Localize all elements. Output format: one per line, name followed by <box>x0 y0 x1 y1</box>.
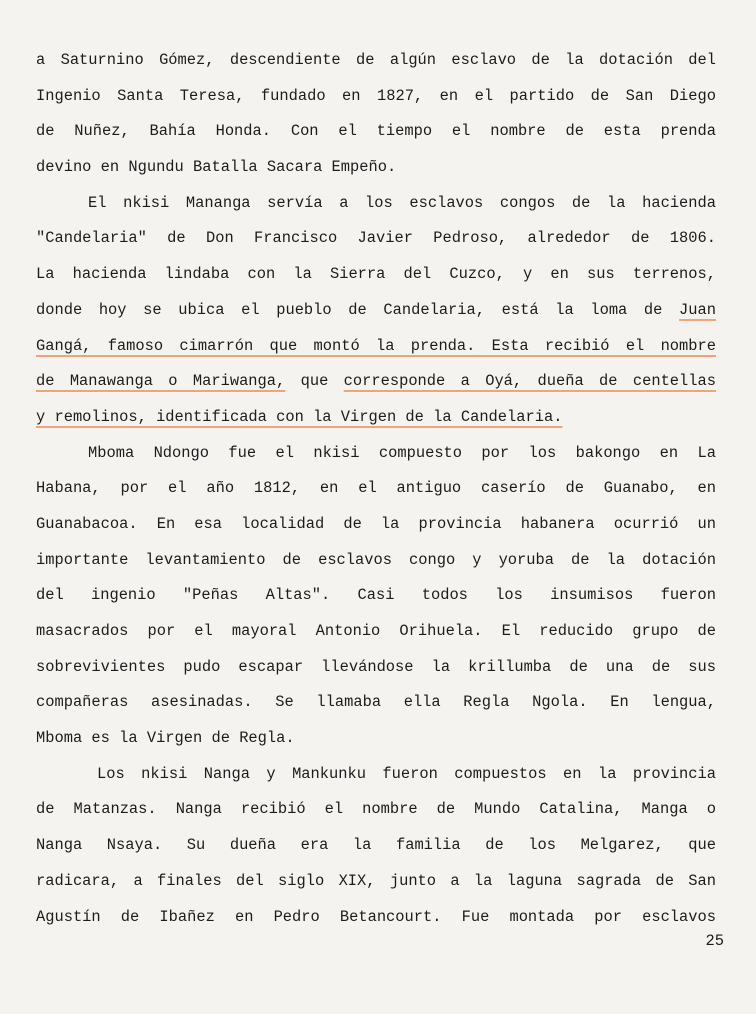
text-line <box>36 81 716 117</box>
text-span: a Saturnino Gómez, descendiente de algún esclavo de la dotación del <box>36 51 716 69</box>
text-span: "Candelaria" de Don Francisco Javier Pedroso, alrededor de 1806. <box>36 229 716 248</box>
highlighted-text: Esta recibió el nombre <box>475 336 716 355</box>
paragraph-1 <box>36 45 716 188</box>
text-span: de Nuñez, Bahía Honda. Con el tiempo el nombre de esta prenda <box>36 122 716 141</box>
text-span: devino en Ngundu Batalla Sacara Empeño. <box>36 158 397 177</box>
text-span: Guanabacoa. En esa localidad de la provincia habanera ocurrió un <box>36 514 716 533</box>
highlighted-text: Gangá, famoso cimarrón que montó la prenda. <box>36 336 476 355</box>
text-line <box>36 545 716 581</box>
highlighted-text: de Manawanga o Mariwanga, <box>36 372 286 391</box>
text-line <box>36 866 716 902</box>
text-line <box>36 116 716 152</box>
text-line <box>36 295 716 331</box>
text-span: Ingenio Santa Teresa, fundado en 1827, en el partido de San Diego <box>36 86 716 105</box>
text-line <box>36 580 716 616</box>
text-span: importante levantamiento de esclavos congo y yoruba de la dotación <box>36 550 716 569</box>
paragraph-4 <box>36 759 716 937</box>
text-line <box>36 45 716 81</box>
text-line <box>36 188 716 224</box>
text-line <box>36 902 716 938</box>
text-line <box>36 473 716 509</box>
text-line <box>36 152 716 188</box>
text-span: Mboma Ndongo fue el nkisi compuesto por los bakongo en La <box>88 443 716 462</box>
text-line <box>36 687 716 723</box>
paragraph-2 <box>36 188 716 438</box>
text-span: El nkisi Mananga servía a los esclavos congos de la hacienda <box>88 193 716 212</box>
paragraph-3 <box>36 438 716 759</box>
text-span: Mboma es la Virgen de Regla. <box>36 729 295 748</box>
highlighted-text: corresponde a Oyá, dueña de centellas <box>343 372 716 391</box>
highlighted-text: y remolinos, identificada con la Virgen de la Candelaria. <box>36 407 563 426</box>
text-span: radicara, a finales del siglo XIX, junto a la laguna sagrada de San <box>36 871 716 890</box>
text-line <box>36 331 716 367</box>
text-line <box>36 830 716 866</box>
text-span: que <box>285 372 344 391</box>
text-line <box>36 509 716 545</box>
text-line <box>36 794 716 830</box>
text-span: La hacienda lindaba con la Sierra del Cuzco, y en sus terrenos, <box>36 265 716 284</box>
text-line <box>36 223 716 259</box>
text-span: compañeras asesinadas. Se llamaba ella Regla Ngola. En lengua, <box>36 693 716 712</box>
text-line <box>36 759 716 795</box>
text-line <box>36 616 716 652</box>
page-body <box>36 45 716 937</box>
text-span: Habana, por el año 1812, en el antiguo caserío de Guanabo, en <box>36 479 716 498</box>
text-span: de Matanzas. Nanga recibió el nombre de Mundo Catalina, Manga o <box>36 800 716 819</box>
text-line <box>36 652 716 688</box>
text-span: masacrados por el mayoral Antonio Orihuela. El reducido grupo de <box>36 622 716 640</box>
text-line <box>36 438 716 474</box>
text-span: Nanga Nsaya. Su dueña era la familia de los Melgarez, que <box>36 836 716 855</box>
text-span: Agustín de Ibañez en Pedro Betancourt. Fue montada por esclavos <box>36 907 716 926</box>
text-span: del ingenio "Peñas Altas". Casi todos los insumisos fueron <box>36 586 716 605</box>
text-line <box>36 259 716 295</box>
text-line <box>36 366 716 402</box>
text-span: sobrevivientes pudo escapar llevándose la krillumba de una de sus <box>36 657 716 676</box>
text-span: Los nkisi Nanga y Mankunku fueron compuestos en la provincia <box>97 764 716 783</box>
text-line <box>36 402 716 438</box>
highlighted-text: Juan <box>679 300 716 319</box>
text-line <box>36 723 716 759</box>
page-number: 25 <box>705 932 724 950</box>
text-span: donde hoy se ubica el pueblo de Candelaria, está la loma de <box>36 300 680 319</box>
